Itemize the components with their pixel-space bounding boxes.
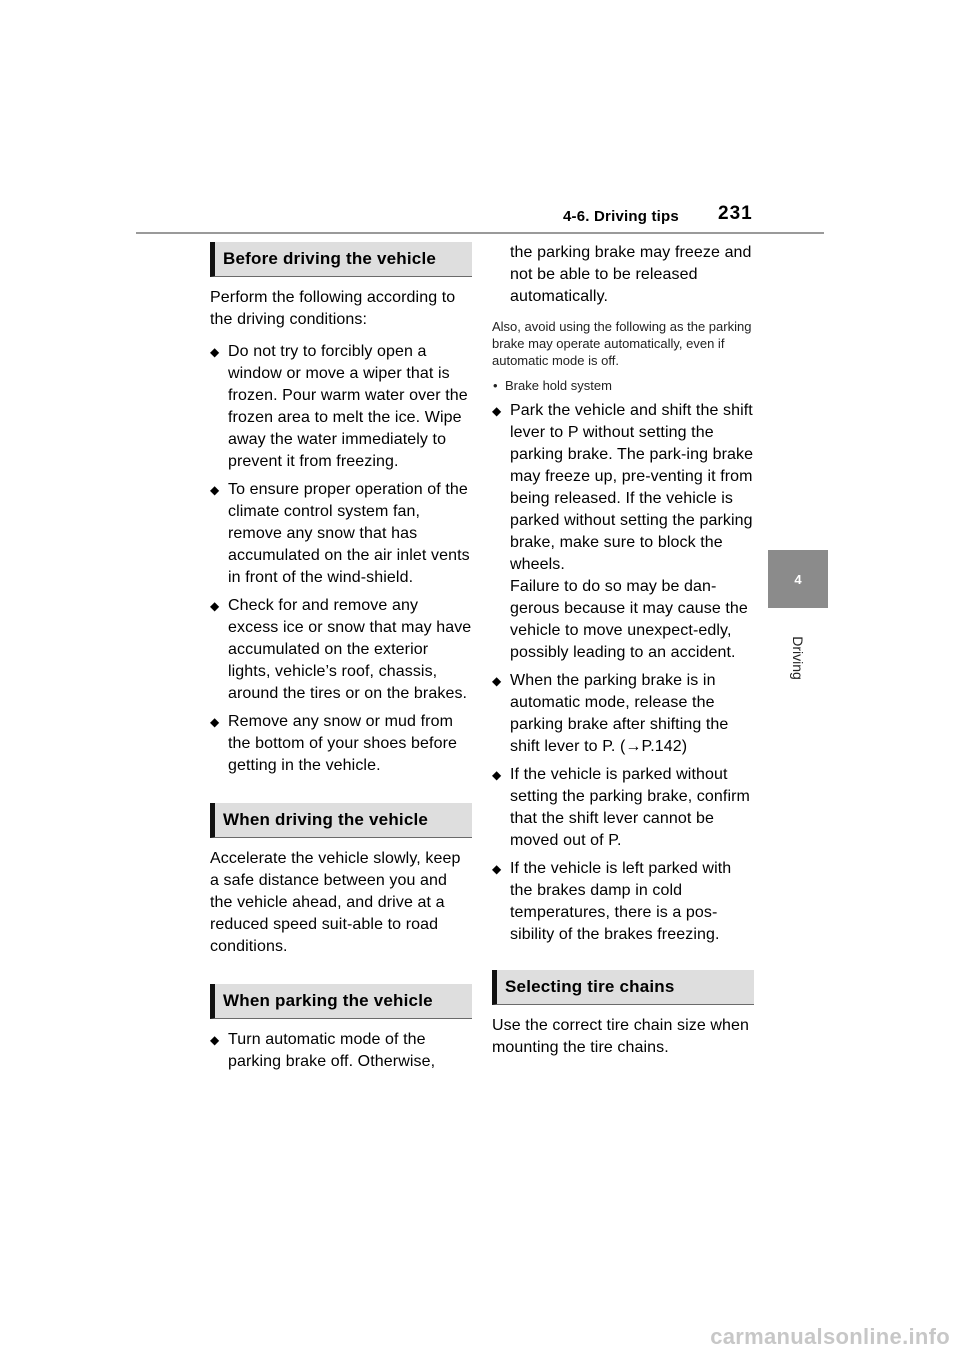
watermark-text: carmanualsonline.info bbox=[710, 1324, 950, 1349]
heading-tire-chains: Selecting tire chains bbox=[492, 970, 754, 1005]
diamond-bullet-icon: ◆ bbox=[492, 674, 502, 688]
list-item bbox=[210, 479, 472, 589]
chapter-label-text: Driving bbox=[790, 636, 806, 680]
bullet-text: To ensure proper operation of the climate control system fan, remove any snow that has accumulated on the air inlet vents in front of the wind-shield. bbox=[228, 481, 470, 586]
diamond-bullet-icon: ◆ bbox=[492, 768, 502, 782]
diamond-bullet-icon: ◆ bbox=[492, 404, 502, 418]
diamond-bullet-icon: ◆ bbox=[210, 483, 220, 497]
list-item bbox=[210, 1029, 472, 1073]
heading-when-parking: When parking the vehicle bbox=[210, 984, 472, 1019]
bullet-continuation: the parking brake may freeze and not be able to be released automatically. bbox=[510, 244, 752, 305]
heading-before-driving: Before driving the vehicle bbox=[210, 242, 472, 277]
bullet-text: Do not try to forcibly open a window or move a wiper that is frozen. Pour warm water over the frozen area to melt the ice. Wipe away the water immediately to prevent it from freezing. bbox=[228, 343, 468, 470]
bullet-extra-text: Failure to do so may be dan-gerous because it may cause the vehicle to move unexpect-edly, possibly leading to an accident. bbox=[510, 578, 748, 661]
note-item-text: Brake hold system bbox=[505, 378, 612, 393]
when-driving-text: Accelerate the vehicle slowly, keep a safe distance between you and the vehicle ahead, and drive at a reduced speed suit-able to road conditions. bbox=[210, 850, 461, 955]
list-item bbox=[210, 341, 472, 473]
page-number: 231 bbox=[718, 203, 753, 224]
list-item bbox=[210, 711, 472, 777]
chapter-number: 4 bbox=[794, 571, 802, 587]
bullet-text: Park the vehicle and shift the shift lever to P without setting the parking brake. The park-ing brake may freeze up, pre-venting it from being released. If the vehicle is parked without setting the parking brake, make sure to block the wheels. bbox=[510, 402, 754, 573]
list-item bbox=[492, 858, 754, 946]
parking-note: Also, avoid using the following as the parking brake may operate automatically, even if automatic mode is off. bbox=[492, 319, 752, 368]
list-item bbox=[492, 670, 754, 758]
tire-chains-text: Use the correct tire chain size when mounting the tire chains. bbox=[492, 1017, 750, 1056]
diamond-bullet-icon: ◆ bbox=[210, 345, 220, 359]
bullet-text: Check for and remove any excess ice or snow that may have accumulated on the exterior lights, vehicle’s roof, chassis, around the tires or on the brakes. bbox=[228, 597, 472, 702]
bullet-text: If the vehicle is left parked with the brakes damp in cold temperatures, there is a pos-sibility of the brakes freezing. bbox=[510, 860, 732, 943]
before-driving-intro: Perform the following according to the driving conditions: bbox=[210, 289, 456, 328]
list-item bbox=[492, 764, 754, 852]
dot-bullet-icon: • bbox=[493, 378, 498, 393]
bullet-text: When the parking brake is in automatic mode, release the parking brake after shifting the shift lever to P. (→P.142) bbox=[510, 672, 729, 755]
diamond-bullet-icon: ◆ bbox=[210, 1033, 220, 1047]
diamond-bullet-icon: ◆ bbox=[492, 862, 502, 876]
chapter-tab bbox=[768, 550, 828, 608]
bullet-text: Remove any snow or mud from the bottom of your shoes before getting in the vehicle. bbox=[228, 713, 458, 774]
chapter-side-label bbox=[790, 618, 806, 698]
heading-when-driving: When driving the vehicle bbox=[210, 803, 472, 838]
diamond-bullet-icon: ◆ bbox=[210, 599, 220, 613]
list-item bbox=[492, 400, 754, 664]
bullet-text: If the vehicle is parked without setting the parking brake, confirm that the shift lever cannot be moved out of P. bbox=[510, 766, 750, 849]
bullet-text: Turn automatic mode of the parking brake off. Otherwise, bbox=[228, 1031, 436, 1070]
list-item bbox=[210, 595, 472, 705]
header-divider bbox=[136, 232, 824, 234]
left-column bbox=[210, 242, 472, 1073]
diamond-bullet-icon: ◆ bbox=[210, 715, 220, 729]
right-column bbox=[492, 242, 754, 1059]
note-list-item bbox=[492, 377, 754, 394]
section-header-title: 4-6. Driving tips bbox=[563, 208, 679, 225]
